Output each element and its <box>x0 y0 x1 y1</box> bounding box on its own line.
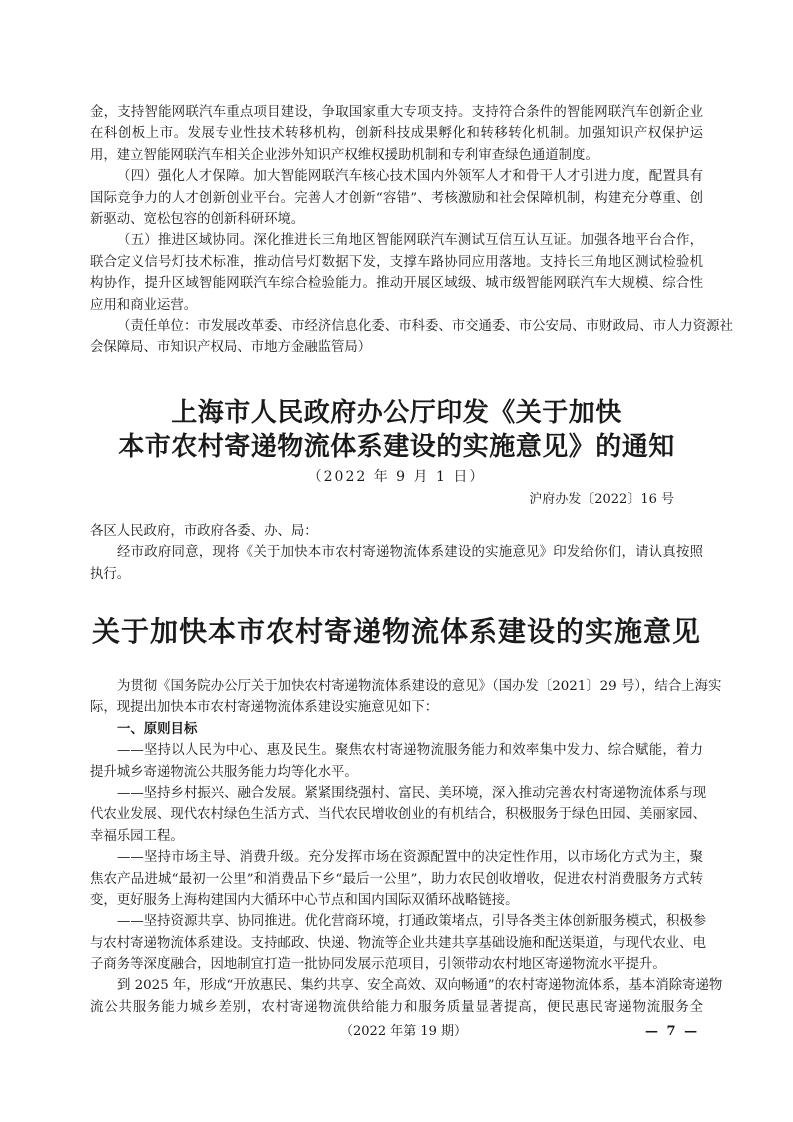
text-line: 联合定义信号灯技术标准，推动信号灯数据下发，支撑车路协同应用落地。支持长三角地区测试检验机 <box>90 254 703 270</box>
paragraph <box>90 230 703 316</box>
paragraph <box>90 676 722 719</box>
document-number: 沪府办发〔2022〕16 号 <box>529 492 674 507</box>
previous-section-text <box>90 102 733 359</box>
paragraph <box>90 740 703 783</box>
text-line: 提升城乡寄递物流公共服务能力均等化水平。 <box>90 764 358 780</box>
text-line: 构协作，提升区域智能网联汽车综合检验能力。推动开展区域级、城市级智能网联汽车大规模、综合性 <box>90 276 703 292</box>
text-line: 际，现提出加快本市农村寄递物流体系建设实施意见如下： <box>90 700 439 716</box>
paragraph <box>90 783 707 847</box>
paragraph <box>90 911 707 975</box>
notice-body <box>90 521 703 585</box>
text-line: 经市政府同意，现将《关于加快本市农村寄递物流体系建设的实施意见》印发给你们，请认真按照 <box>117 545 703 561</box>
text-line: 焦农产品进城“最初一公里”和消费品下乡“最后一公里”，助力农民创收增收，促进农村消费服务方式转 <box>90 871 703 887</box>
notice-date: （2022 年 9 月 1 日） <box>307 469 486 485</box>
issue-label: （2022 年第 19 期） <box>340 1024 468 1039</box>
section-heading: 一、原则目标 <box>117 721 198 737</box>
text-line: 应用和商业运营。 <box>90 297 198 313</box>
text-line: 子商务等深度融合，因地制宜打造一批协同发展示范项目，引领带动农村地区寄递物流水平提升。 <box>90 957 666 973</box>
notice-title-line-1: 上海市人民政府办公厅印发《关于加快 <box>171 398 622 428</box>
text-line: 与农村寄递物流体系建设。支持邮政、快递、物流等企业共建共享基础设施和配送渠道，与现代农业、电 <box>90 935 706 951</box>
opinion-heading: 关于加快本市农村寄递物流体系建设的实施意见 <box>91 615 701 648</box>
text-line: 到 2025 年，形成“开放惠民、集约共享、安全高效、双向畅通”的农村寄递物流体系，基本消除寄递物 <box>117 978 723 994</box>
paragraph <box>90 316 733 359</box>
text-line: 为贯彻《国务院办公厅关于加快农村寄递物流体系建设的意见》（国办发〔2021〕29 号），结合上海实 <box>117 679 722 694</box>
text-line: ——坚持资源共享、协同推进。优化营商环境，打通政策堵点，引导各类主体创新服务模式，积极参 <box>117 914 707 930</box>
text-line: 金，支持智能网联汽车重点项目建设，争取国家重大专项支持。支持符合条件的智能网联汽车创新企业 <box>90 105 703 120</box>
notice-title-line-2: 本市农村寄递物流体系建设的实施意见》的通知 <box>118 432 675 462</box>
text-line: 变，更好服务上海构建国内大循环中心节点和国内国际双循环战略链接。 <box>90 892 519 908</box>
text-line: （五）推进区域协同。深化推进长三角地区智能网联汽车测试互信互认互证。加强各地平台合作， <box>117 233 703 249</box>
paragraph <box>90 975 723 1018</box>
paragraph <box>90 166 703 230</box>
text-line: ——坚持乡村振兴、融合发展。紧紧围绕强村、富民、美环境，深入推动完善农村寄递物流体系与现 <box>117 785 707 801</box>
text-line: 执行。 <box>90 566 131 582</box>
text-line: 在科创板上市。发展专业性技术转移机构，创新科技成果孵化和转移转化机制。加强知识产权保护运 <box>90 126 703 142</box>
paragraph <box>90 542 703 585</box>
text-line: 国际竞争力的人才创新创业平台。完善人才创新“容错”、考核激励和社会保障机制，构建充分尊重、创 <box>90 190 703 206</box>
text-line: 代农业发展、现代农村绿色生活方式、当代农民增收创业的有机结合，积极服务于绿色田园、美丽家园、 <box>90 807 706 823</box>
text-line: 用，建立智能网联汽车相关企业涉外知识产权维权援助机制和专利审查绿色通道制度。 <box>90 147 599 163</box>
text-line: 新驱动、宽松包容的创新科研环境。 <box>90 211 305 227</box>
text-line: ——坚持市场主导、消费升级。充分发挥市场在资源配置中的决定性作用，以市场化方式为主，聚 <box>117 850 703 866</box>
paragraph <box>90 102 703 166</box>
text-line: 各区人民政府，市政府各委、办、局： <box>90 524 318 539</box>
text-line: （四）强化人才保障。加大智能网联汽车核心技术国内外领军人才和骨干人才引进力度，配置具有 <box>117 169 703 185</box>
text-line: （责任单位：市发展改革委、市经济信息化委、市科委、市交通委、市公安局、市财政局、市人力资源社 <box>117 318 733 334</box>
paragraph <box>90 847 703 911</box>
opinion-body <box>90 676 723 1018</box>
paragraph <box>90 521 703 542</box>
paragraph <box>90 719 703 740</box>
text-line: 流公共服务能力城乡差别，农村寄递物流供给能力和服务质量显著提高，便民惠民寄递物流服务全 <box>90 999 703 1015</box>
text-line: 会保障局、市知识产权局、市地方金融监管局） <box>90 340 372 356</box>
text-line: 幸福乐园工程。 <box>90 828 184 844</box>
page-number: — 7 — <box>645 1024 700 1039</box>
text-line: ——坚持以人民为中心、惠及民生。聚焦农村寄递物流服务能力和效率集中发力、综合赋能，着力 <box>117 743 703 759</box>
